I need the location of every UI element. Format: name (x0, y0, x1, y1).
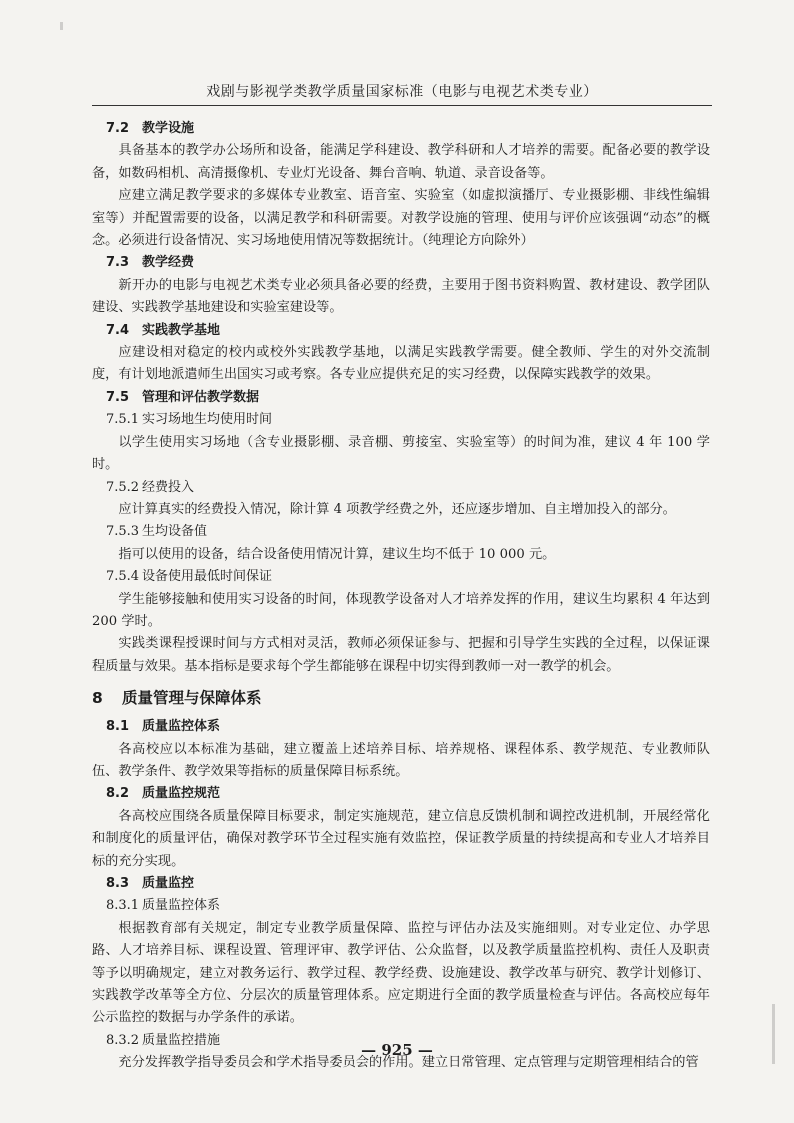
heading-number: 8.3.1 (106, 898, 140, 914)
heading-text: 实践教学基地 (142, 322, 221, 338)
scan-artifact (772, 1004, 775, 1064)
paragraph: 应计算真实的经费投入情况，除计算 4 项教学经费之外，还应逐步增加、自主增加投入的部分。 (118, 501, 676, 517)
heading-text: 生均设备值 (142, 524, 208, 540)
paragraph: 充分发挥教学指导委员会和学术指导委员会的作用。建立日常管理、定点管理与定期管理相结合的管 (118, 1055, 699, 1071)
heading-number: 7.5.3 (106, 524, 140, 540)
heading-text: 管理和评估教学数据 (142, 389, 260, 405)
paragraph: 各高校应围绕各质量保障目标要求，制定实施规范，建立信息反馈机制和调控改进机制，开展经常化和制度化的质量评估，确保对教学环节全过程实施有效监控，保证教学质量的持续提高和专业人才培养目标的充分实现。 (92, 808, 710, 869)
section-heading (92, 118, 710, 140)
section-heading (92, 252, 710, 274)
heading-number: 7.4 (106, 322, 130, 338)
heading-text: 教学经费 (142, 255, 195, 271)
heading-text: 质量管理与保障体系 (122, 689, 262, 708)
heading-number: 7.5.4 (106, 569, 140, 585)
running-header: 戏剧与影视学类教学质量国家标准（电影与电视艺术类专业） (92, 81, 712, 106)
heading-text: 教学设施 (142, 121, 195, 136)
heading-text: 质量监控措施 (142, 1032, 221, 1048)
heading-number: 8.1 (106, 719, 130, 735)
subsection-heading (92, 566, 710, 588)
subsection-heading (92, 521, 710, 543)
page-number: — 925 — (361, 1041, 433, 1059)
section-heading (92, 387, 710, 409)
heading-number: 8.3 (106, 876, 130, 891)
paragraph: 应建设相对稳定的校内或校外实践教学基地，以满足实践教学需要。健全教师、学生的对外交流制度，有计划地派遣师生出国实习或考察。各专业应提供充足的实习经费，以保障实践教学的效果。 (92, 345, 710, 383)
heading-text: 质量监控体系 (142, 898, 221, 914)
paragraph: 各高校应以本标准为基础，建立覆盖上述培养目标、培养规格、课程体系、教学规范、专业教师队伍、教学条件、教学效果等指标的质量保障目标系统。 (92, 741, 710, 779)
subsection-heading (92, 409, 710, 431)
heading-text: 实习场地生均使用时间 (142, 412, 273, 428)
heading-number: 8.2 (106, 786, 130, 802)
paragraph: 以学生使用实习场地（含专业摄影棚、录音棚、剪接室、实验室等）的时间为准，建议 4 年 100 学时。 (92, 434, 710, 473)
section-heading (92, 873, 710, 895)
paragraph: 实践类课程授课时间与方式相对灵活，教师必须保证参与、把握和引导学生实践的全过程，以保证课程质量与效果。基本指标是要求每个学生都能够在课程中切实得到教师一对一教学的机会。 (92, 636, 710, 674)
body-text (92, 118, 710, 1075)
paragraph: 应建立满足教学要求的多媒体专业教室、语音室、实验室（如虚拟演播厅、专业摄影棚、非线性编辑室等）并配置需要的设备，以满足教学和科研需要。对教学设施的管理、使用与评价应该强调“动态”的概念。必须进行设备情况、实习场地使用情况等数据统计。（纯理论方向除外） (92, 188, 710, 249)
chapter-heading (92, 686, 710, 710)
heading-text: 质量监控体系 (142, 719, 221, 735)
heading-text: 经费投入 (142, 479, 195, 495)
paragraph: 指可以使用的设备，结合设备使用情况计算，建议生均不低于 10 000 元。 (118, 546, 556, 562)
heading-text: 质量监控 (142, 876, 195, 891)
heading-number: 8.3.2 (106, 1032, 140, 1048)
paragraph: 根据教育部有关规定，制定专业教学质量保障、监控与评估办法及实施细则。对专业定位、办学思路、人才培养目标、课程设置、管理评审、教学评估、公众监督，以及教学质量监控机构、责任人及职责等予以明确规定，建立对教务运行、教学过程、教学经费、设施建设、教学改革与研究、教学计划修订、实践教学改革等全方位、分层次的质量管理体系。应定期进行全面的教学质量检查与评估。各高校应每年公示监控的数据与办学条件的承诺。 (92, 920, 710, 1026)
scan-artifact (60, 22, 63, 30)
section-heading (92, 783, 710, 805)
heading-number: 7.5.2 (106, 479, 140, 495)
heading-number: 7.5 (106, 389, 130, 405)
paragraph: 新开办的电影与电视艺术类专业必须具备必要的经费，主要用于图书资料购置、教材建设、教学团队建设、实践教学基地建设和实验室建设等。 (92, 277, 710, 316)
subsection-heading (92, 895, 710, 917)
paragraph: 具备基本的教学办公场所和设备，能满足学科建设、教学科研和人才培养的需要。配备必要的教学设备，如数码相机、高清摄像机、专业灯光设备、舞台音响、轨道、录音设备等。 (92, 143, 710, 181)
heading-number: 7.2 (106, 121, 130, 136)
heading-number: 7.3 (106, 255, 130, 271)
heading-text: 设备使用最低时间保证 (142, 569, 273, 585)
heading-number: 7.5.1 (106, 412, 140, 428)
subsection-heading (92, 477, 710, 499)
heading-number: 8 (92, 689, 103, 708)
heading-text: 质量监控规范 (142, 786, 221, 802)
section-heading (92, 320, 710, 342)
paragraph: 学生能够接触和使用实习设备的时间，体现教学设备对人才培养发挥的作用，建议生均累积 4 年达到 200 学时。 (92, 591, 710, 629)
section-heading (92, 716, 710, 738)
